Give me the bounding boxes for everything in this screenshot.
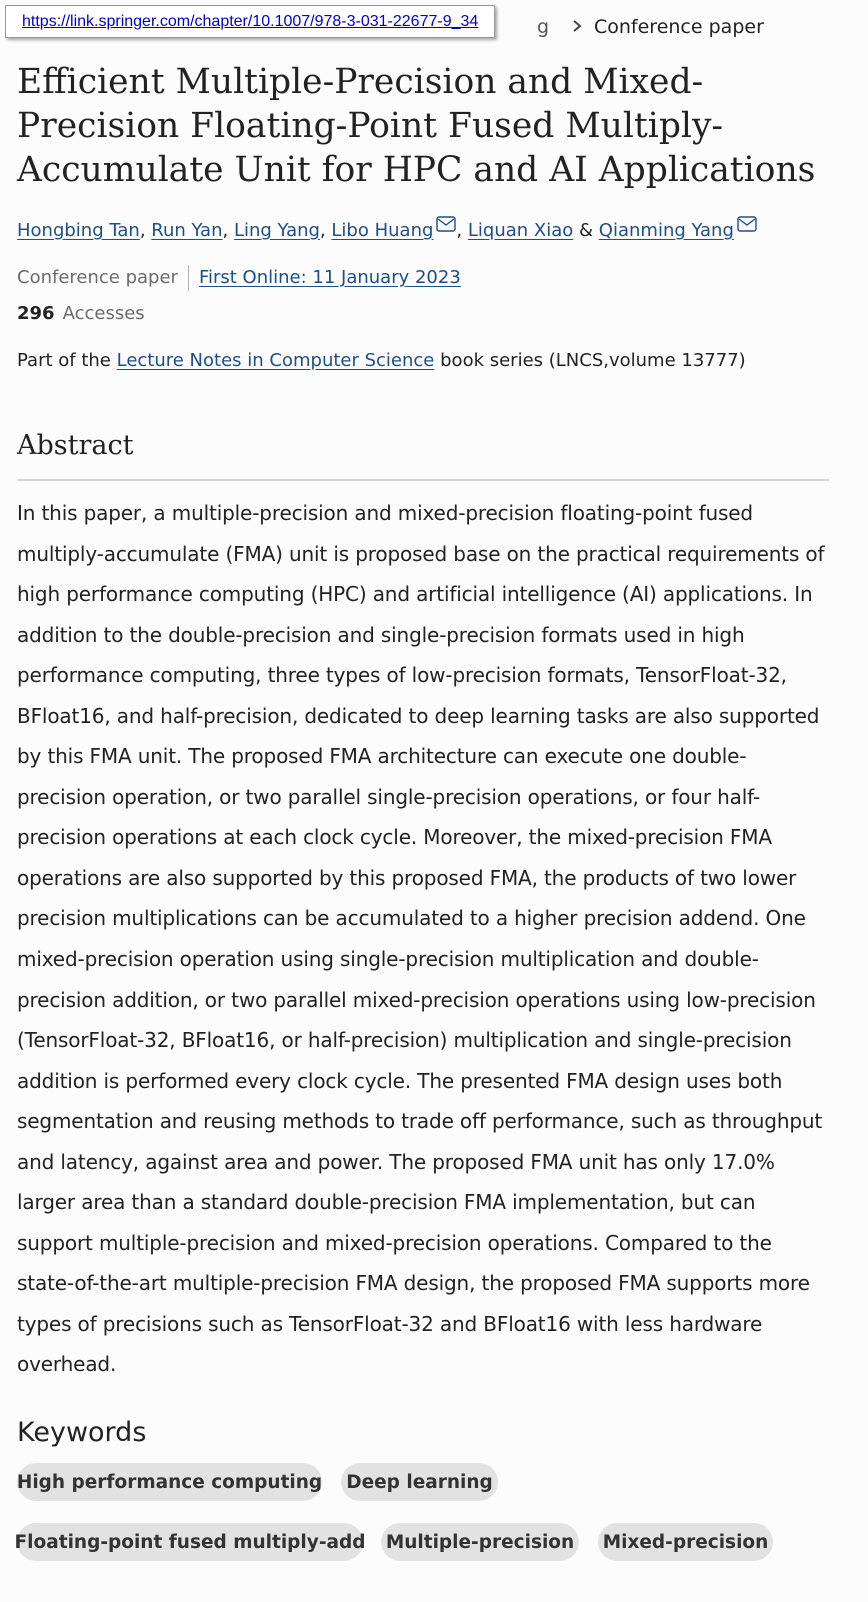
breadcrumb-current-item: Conference paper	[594, 16, 764, 38]
email-icon[interactable]	[737, 216, 757, 232]
author-link[interactable]: Libo Huang	[331, 220, 434, 241]
author-separator: ,	[456, 220, 463, 241]
accesses-label: Accesses	[62, 303, 145, 324]
keywords-heading: Keywords	[17, 1417, 147, 1448]
breadcrumb-previous-item[interactable]: g	[537, 16, 550, 38]
series-suffix: book series (LNCS,volume 13777)	[440, 350, 746, 371]
keyword-tag[interactable]: High performance computing	[17, 1463, 322, 1501]
abstract-body: In this paper, a multiple-precision and mixed-precision floating-point fused multiply-accumulate (FMA) unit is proposed base on the practical requirements of high performance computing (HPC) and artificial intelligence (AI) applications. In addition to the double-precision and single-precision formats used in high performance computing, three types of low-precision formats, TensorFloat-32, BFloat16, and half-precision, dedicated to deep learning tasks are also supported by this FMA unit. The proposed FMA architecture can execute one double-precision operation, or two parallel single-precision operations, or four half-precision operations at each clock cycle. Moreover, the mixed-precision FMA operations are also supported by this proposed FMA, the products of two lower precision multiplications can be accumulated to a higher precision addend. One mixed-precision operation using single-precision multiplication and double-precision addition, or two parallel mixed-precision operations using low-precision (TensorFloat-32, BFloat16, or half-precision) multiplication and single-precision addition is performed every clock cycle. The presented FMA design uses both segmentation and reusing methods to trade off performance, such as throughput and latency, against area and power. The proposed FMA unit has only 17.0% larger area than a standard double-precision FMA implementation, but can support multiple-precision and mixed-precision operations. Compared to the state-of-the-art multiple-precision FMA design, the proposed FMA supports more types of precisions such as TensorFloat-32 and BFloat16 with less hardware overhead.	[17, 501, 825, 1377]
author-list	[17, 216, 757, 244]
series-prefix: Part of the	[17, 350, 111, 371]
author-separator: ,	[139, 220, 146, 241]
author-link[interactable]: Qianming Yang	[598, 220, 734, 241]
meta-divider	[188, 265, 189, 291]
accesses-count: 296	[17, 303, 55, 324]
author-link[interactable]: Hongbing Tan	[17, 220, 140, 241]
keyword-tag[interactable]: Mixed-precision	[598, 1523, 773, 1561]
series-link[interactable]: Lecture Notes in Computer Science	[116, 350, 435, 371]
author-separator: &	[579, 220, 594, 241]
author-link[interactable]: Run Yan	[151, 220, 223, 241]
keyword-tag[interactable]: Deep learning	[341, 1463, 498, 1501]
section-divider	[17, 479, 829, 481]
email-icon[interactable]	[436, 216, 456, 232]
article-title: Efficient Multiple-Precision and Mixed-Precision Floating-Point Fused Multiply-Accumulate Unit for HPC and AI Applications	[17, 62, 816, 190]
content-type: Conference paper	[17, 267, 178, 288]
book-series	[17, 348, 746, 374]
author-separator: ,	[319, 220, 326, 241]
abstract-heading: Abstract	[17, 430, 134, 461]
chevron-right-icon	[570, 16, 584, 36]
article-meta	[17, 265, 461, 291]
accesses-metric	[17, 301, 145, 327]
keyword-tag[interactable]: Multiple-precision	[381, 1523, 579, 1561]
author-link[interactable]: Ling Yang	[233, 220, 320, 241]
first-online-link[interactable]: First Online: 11 January 2023	[198, 267, 461, 288]
url-tooltip	[5, 5, 495, 38]
tooltip-url-link[interactable]: https://link.springer.com/chapter/10.1007/978-3-031-22677-9_34	[22, 12, 479, 30]
author-separator: ,	[222, 220, 229, 241]
keyword-tag[interactable]: Floating-point fused multiply-add	[17, 1523, 363, 1561]
author-link[interactable]: Liquan Xiao	[467, 220, 574, 241]
